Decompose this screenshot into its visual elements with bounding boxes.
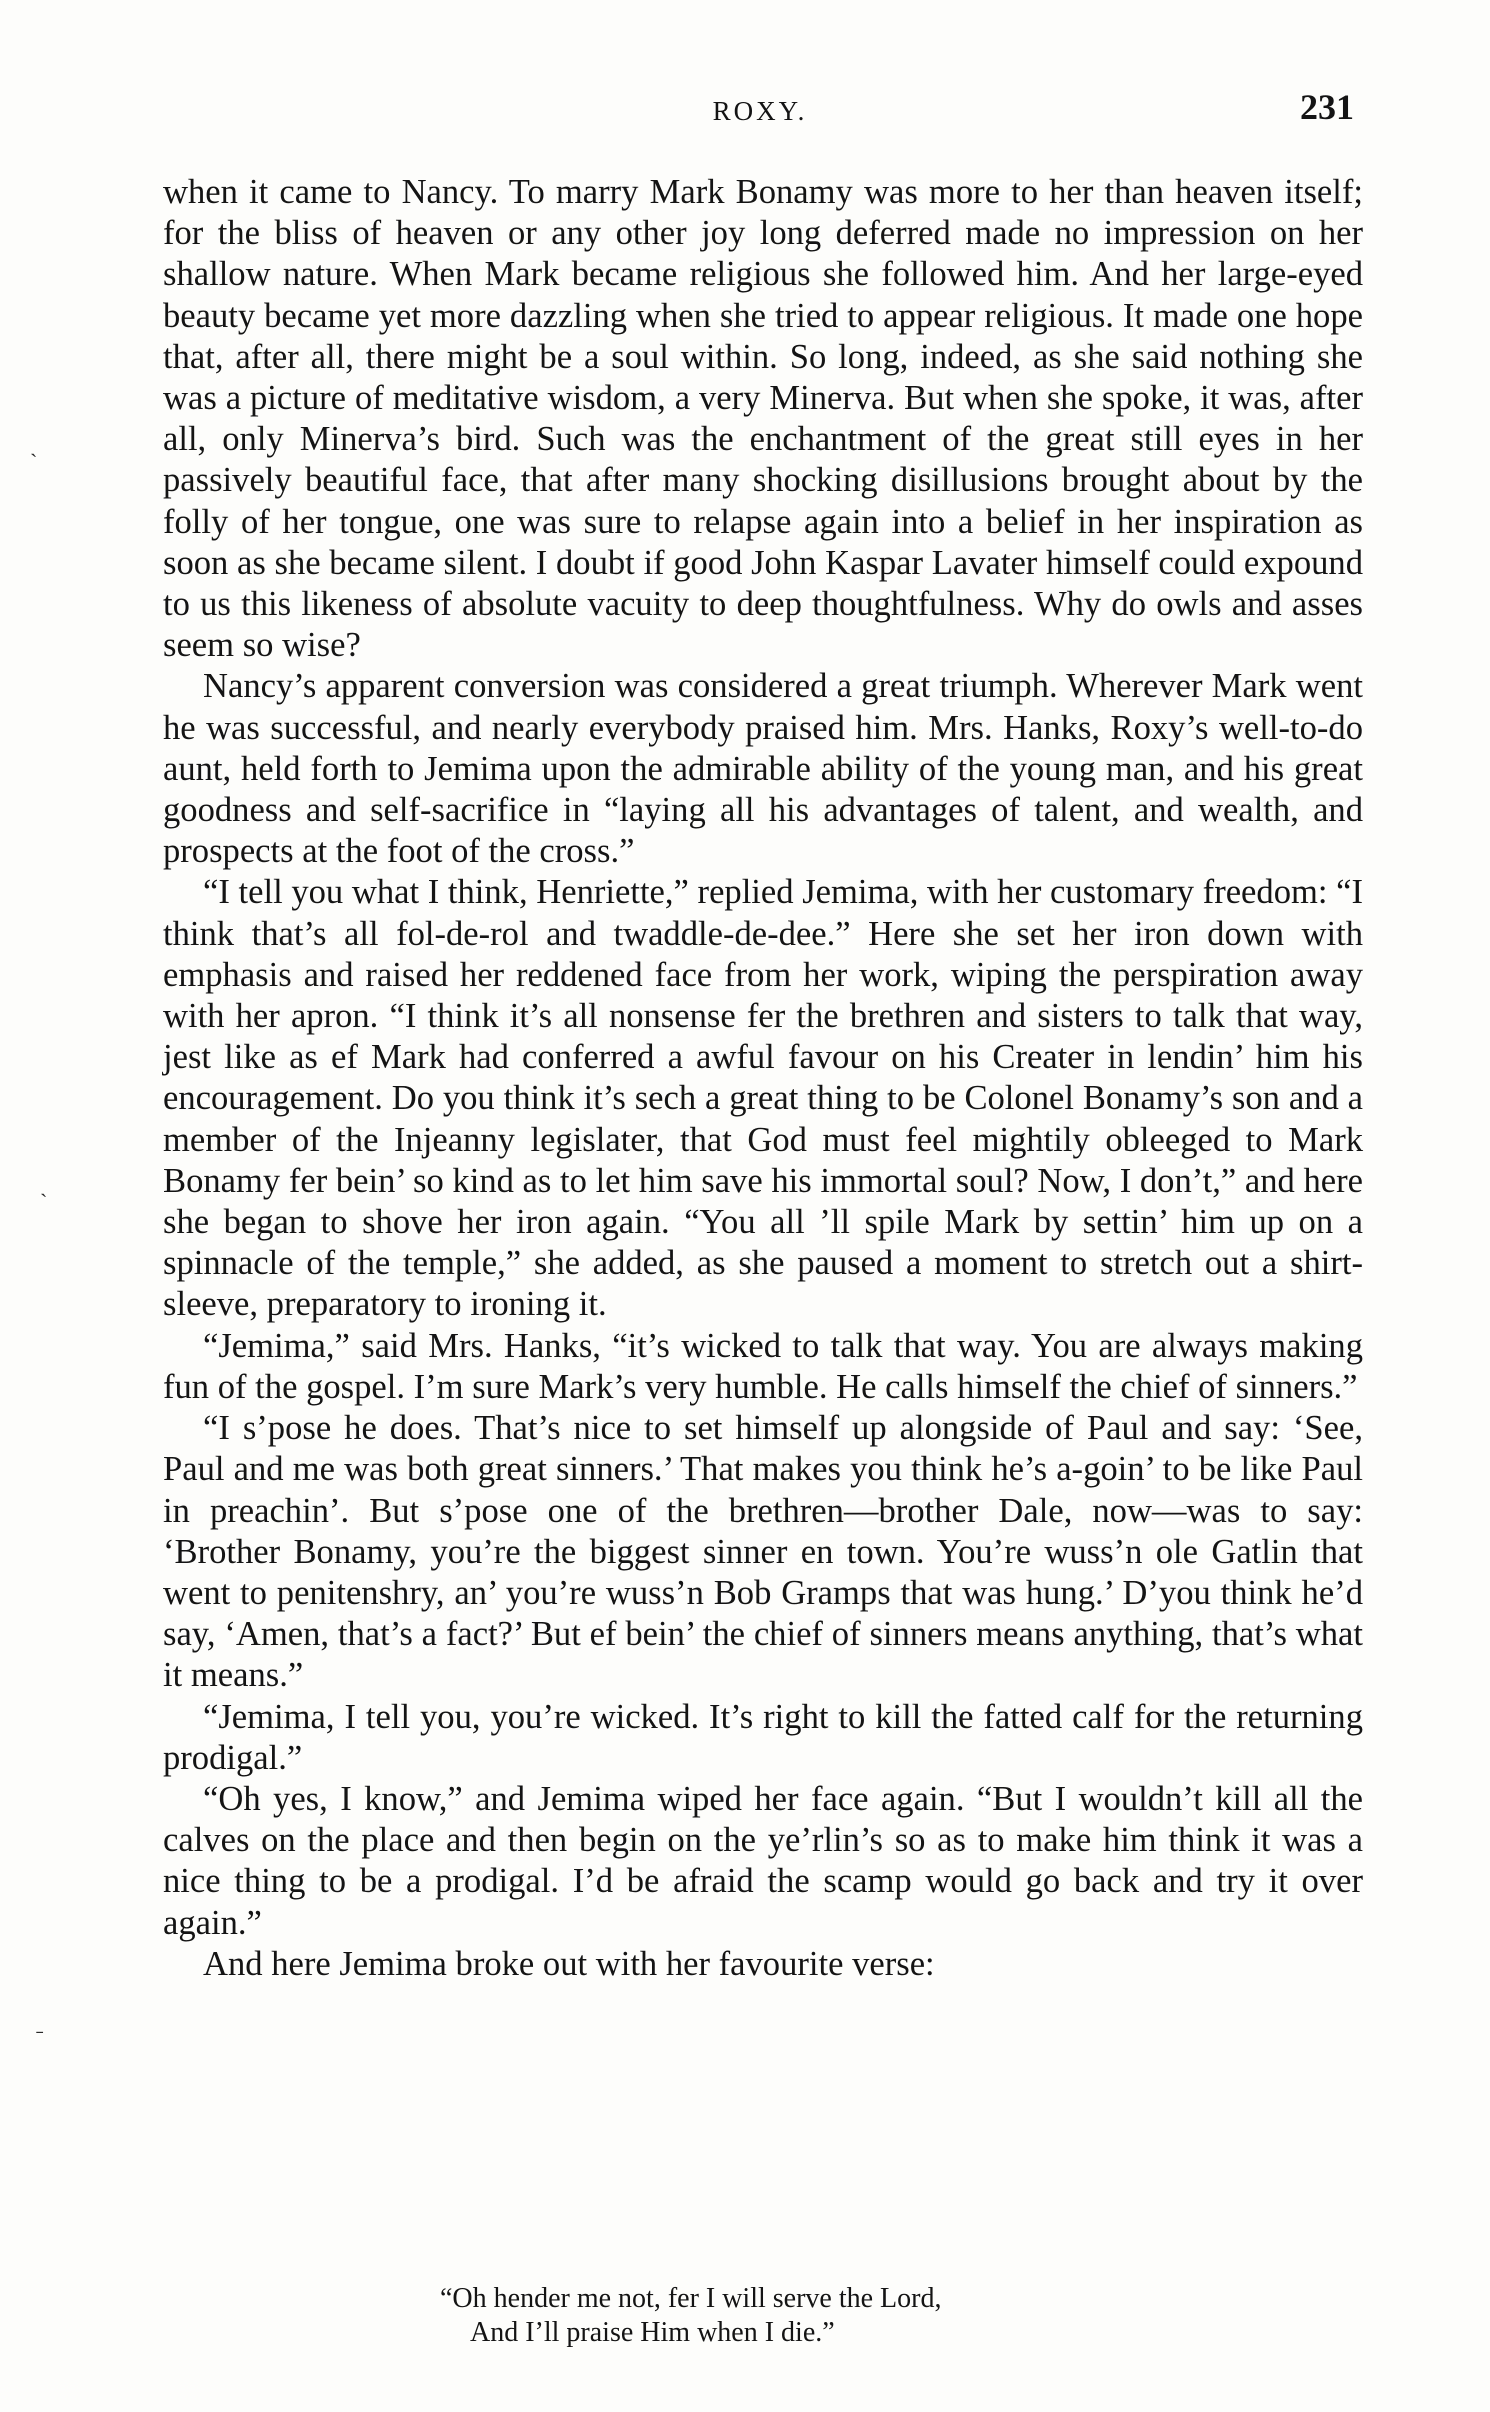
page-number: 231 bbox=[1300, 87, 1354, 127]
paragraph-6: “Jemima, I tell you, you’re wicked. It’s right to kill the fatted calf for the returning prodigal.” bbox=[163, 1697, 1363, 1777]
margin-speck-mark: ˎ bbox=[30, 432, 38, 457]
verse-line-1: “Oh hender me not, fer I will serve the Lord, bbox=[440, 2283, 942, 2314]
paragraph-8: And here Jemima broke out with her favourite verse: bbox=[203, 1944, 935, 1983]
body-text bbox=[163, 172, 1363, 1985]
paragraph-3: “I tell you what I think, Henriette,” replied Jemima, with her customary freedom: “I think that’s all fol-de-rol and twaddle-de-dee.” Here she set her iron down with emphasis and raised her reddened face from her work, wiping the perspiration away with her apron. “I think it’s all nonsense fer the brethren and sisters to talk that way, jest like as ef Mark had conferred a awful favour on his Creater in lendin’ him his encouragement. Do you think it’s sech a great thing to be Colonel Bonamy’s son and a member of the Injeanny legislater, that God must feel mightily obleeged to Mark Bonamy fer bein’ so kind as to let him save his immortal soul? Now, I don’t,” and here she began to shove her iron again. “You all ’ll spile Mark by settin’ him up on a spinnacle of the temple,” she added, as she paused a moment to stretch out a shirt-sleeve, preparatory to ironing it. bbox=[163, 873, 1363, 1324]
paragraph-2: Nancy’s apparent conversion was considered a great triumph. Wherever Mark went he was successful, and nearly everybody praised him. Mrs. Hanks, Roxy’s well-to-do aunt, held forth to Jemima upon the admirable ability of the young man, and his great goodness and self-sacrifice in “laying all his advantages of talent, and wealth, and prospects at the foot of the cross.” bbox=[163, 667, 1363, 871]
paragraph-4: “Jemima,” said Mrs. Hanks, “it’s wicked to talk that way. You are always making fun of the gospel. I’m sure Mark’s very humble. He calls himself the chief of sinners.” bbox=[163, 1326, 1363, 1406]
running-title: ROXY. bbox=[712, 96, 808, 126]
margin-speck-mark: ˍ bbox=[36, 2010, 44, 2035]
paragraph-7: “Oh yes, I know,” and Jemima wiped her face again. “But I wouldn’t kill all the calves on the place and then begin on the ye’rlin’s so as to make him think it was a nice thing to be a prodigal. I’d be afraid the scamp would go back and try it over again.” bbox=[163, 1779, 1363, 1942]
verse-line-2: And I’ll praise Him when I die.” bbox=[470, 2317, 835, 2348]
paragraph-5: “I s’pose he does. That’s nice to set himself up alongside of Paul and say: ‘See, Paul and me was both great sinners.’ That makes you think he’s a-goin’ to be like Paul in preachin’. But s’pose one of the brethren—brother Dale, now—was to say: ‘Brother Bonamy, you’re the biggest sinner en town. You’re wuss’n ole Gatlin that went to penitenshry, an’ you’re wuss’n Bob Gramps that was hung.’ D’you think he’d say, ‘Amen, that’s a fact?’ But ef bein’ the chief of sinners means anything, that’s what it means.” bbox=[163, 1409, 1363, 1695]
running-head bbox=[160, 87, 1360, 132]
margin-speck-mark: ˎ bbox=[40, 1172, 48, 1197]
paragraph-1: when it came to Nancy. To marry Mark Bonamy was more to her than heaven itself; for the bliss of heaven or any other joy long deferred made no impression on her shallow nature. When Mark became religious she followed him. And her large-eyed beauty became yet more dazzling when she tried to appear religious. It made one hope that, after all, there might be a soul within. So long, indeed, as she said nothing she was a picture of meditative wisdom, a very Minerva. But when she spoke, it was, after all, only Minerva’s bird. Such was the enchantment of the great still eyes in her passively beautiful face, that after many shocking disillusions brought about by the folly of her tongue, one was sure to relapse again into a belief in her inspiration as soon as she became silent. I doubt if good John Kaspar Lavater himself could expound to us this likeness of absolute vacuity to deep thoughtfulness. Why do owls and asses seem so wise? bbox=[163, 173, 1363, 665]
verse-quote bbox=[440, 2282, 1080, 2350]
